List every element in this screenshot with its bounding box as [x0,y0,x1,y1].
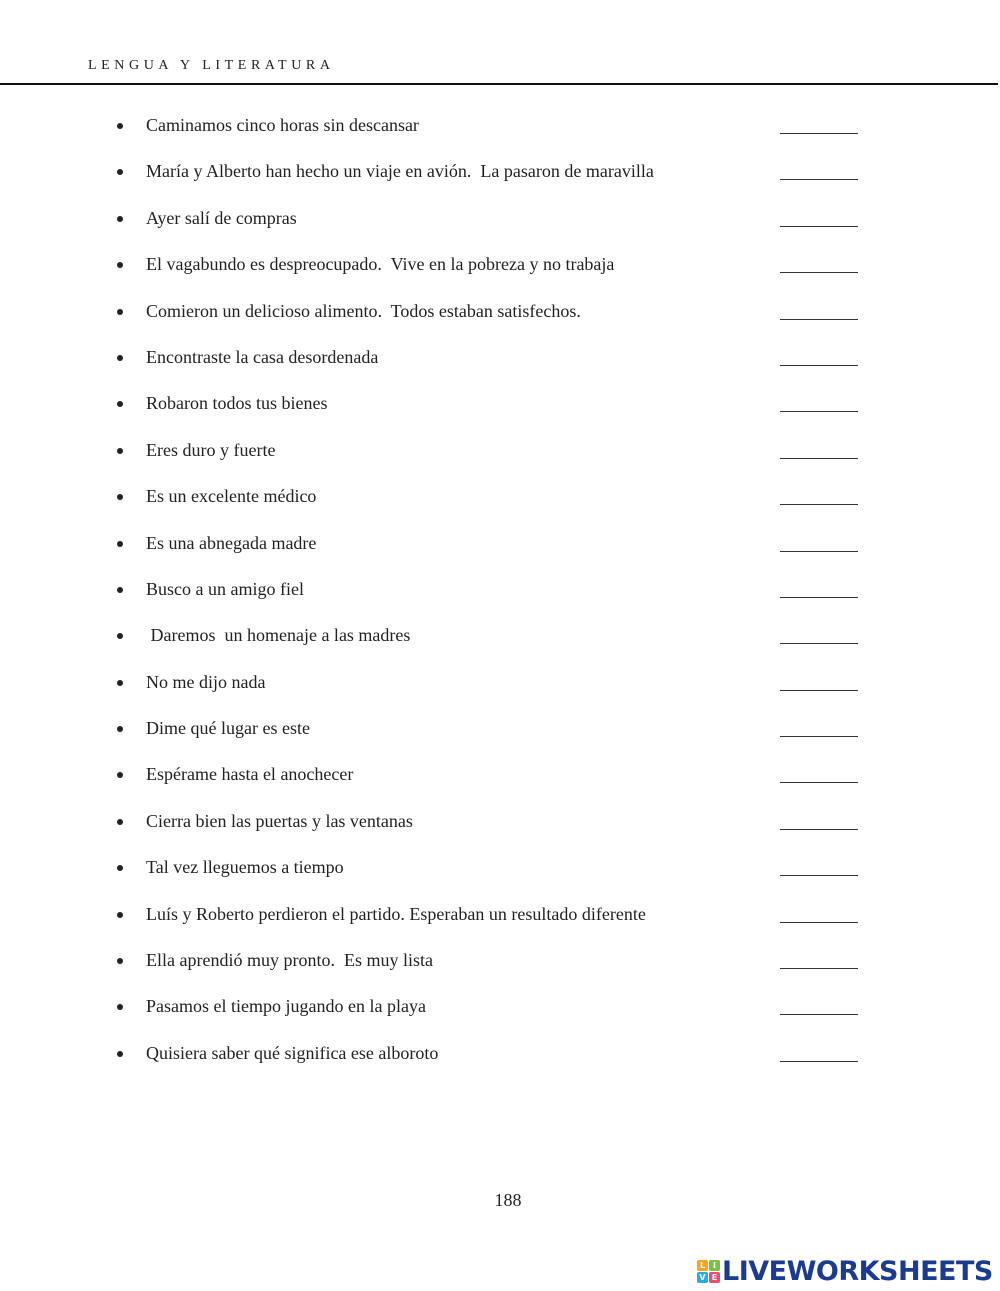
bullet-icon [117,587,123,593]
sentence-text: Quisiera saber qué significa ese alboroto [146,1042,439,1063]
list-item [0,616,1000,662]
answer-blank-input[interactable] [780,829,858,830]
list-item [0,245,1000,291]
logo-mark-icon [697,1260,720,1283]
answer-blank-input[interactable] [780,551,858,552]
sentence-text: No me dijo nada [146,671,266,692]
answer-blank-input[interactable] [780,690,858,691]
list-item [0,987,1000,1033]
answer-blank-input[interactable] [780,643,858,644]
logo-tile: E [709,1272,720,1283]
list-item [0,384,1000,430]
answer-blank-input[interactable] [780,179,858,180]
answer-blank-input[interactable] [780,922,858,923]
sentence-text: María y Alberto han hecho un viaje en avión. La pasaron de maravilla [146,161,654,182]
bullet-icon [117,401,123,407]
answer-blank-input[interactable] [780,411,858,412]
bullet-icon [117,355,123,361]
answer-blank-input[interactable] [780,597,858,598]
bullet-icon [117,680,123,686]
logo-tile: I [709,1260,720,1271]
bullet-icon [117,1051,123,1057]
bullet-icon [117,633,123,639]
list-item [0,570,1000,616]
sentence-text: Espérame hasta el anochecer [146,764,354,785]
header-title: LENGUA Y LITERATURA [88,58,335,73]
list-item [0,895,1000,941]
list-item [0,477,1000,523]
answer-blank-input[interactable] [780,272,858,273]
bullet-icon [117,169,123,175]
logo-tile: V [697,1272,708,1283]
answer-blank-input[interactable] [780,365,858,366]
list-item [0,106,1000,152]
sentence-text: Cierra bien las puertas y las ventanas [146,810,413,831]
sentence-text: Robaron todos tus bienes [146,393,328,414]
bullet-icon [117,309,123,315]
sentence-text: Comieron un delicioso alimento. Todos estaban satisfechos. [146,300,581,321]
answer-blank-input[interactable] [780,133,858,134]
liveworksheets-logo [697,1256,993,1286]
sentence-list [0,106,1000,1080]
bullet-icon [117,819,123,825]
answer-blank-input[interactable] [780,875,858,876]
answer-blank-input[interactable] [780,1061,858,1062]
sentence-text: Busco a un amigo fiel [146,578,304,599]
sentence-text: Dime qué lugar es este [146,718,310,739]
logo-tile: L [697,1260,708,1271]
list-item [0,1034,1000,1080]
sentence-text: Ella aprendió muy pronto. Es muy lista [146,950,433,971]
list-item [0,338,1000,384]
sentence-text: Tal vez lleguemos a tiempo [146,857,344,878]
sentence-text: El vagabundo es despreocupado. Vive en la pobreza y no trabaja [146,254,615,275]
page-number: 188 [494,1190,522,1210]
answer-blank-input[interactable] [780,736,858,737]
sentence-text: Encontraste la casa desordenada [146,346,379,367]
answer-blank-input[interactable] [780,1014,858,1015]
bullet-icon [117,541,123,547]
sentence-text: Pasamos el tiempo jugando en la playa [146,996,426,1017]
list-item [0,431,1000,477]
list-item [0,755,1000,801]
header-divider [0,83,998,85]
answer-blank-input[interactable] [780,226,858,227]
bullet-icon [117,123,123,129]
bullet-icon [117,865,123,871]
list-item [0,709,1000,755]
bullet-icon [117,448,123,454]
list-item [0,199,1000,245]
sentence-text: Caminamos cinco horas sin descansar [146,115,419,135]
list-item [0,152,1000,198]
list-item [0,848,1000,894]
sentence-text: Eres duro y fuerte [146,439,276,460]
answer-blank-input[interactable] [780,458,858,459]
answer-blank-input[interactable] [780,782,858,783]
bullet-icon [117,912,123,918]
list-item [0,292,1000,338]
answer-blank-input[interactable] [780,319,858,320]
sentence-text: Es un excelente médico [146,486,317,507]
answer-blank-input[interactable] [780,968,858,969]
bullet-icon [117,1004,123,1010]
bullet-icon [117,216,123,222]
bullet-icon [117,262,123,268]
list-item [0,524,1000,570]
logo-text: LIVEWORKSHEETS [722,1255,993,1287]
sentence-text: Daremos un homenaje a las madres [146,625,411,646]
bullet-icon [117,772,123,778]
answer-blank-input[interactable] [780,504,858,505]
list-item [0,941,1000,987]
bullet-icon [117,726,123,732]
list-item [0,802,1000,848]
sentence-text: Es una abnegada madre [146,532,317,553]
list-item [0,663,1000,709]
sentence-text: Luís y Roberto perdieron el partido. Esperaban un resultado diferente [146,903,646,924]
bullet-icon [117,494,123,500]
sentence-text: Ayer salí de compras [146,207,297,228]
bullet-icon [117,958,123,964]
